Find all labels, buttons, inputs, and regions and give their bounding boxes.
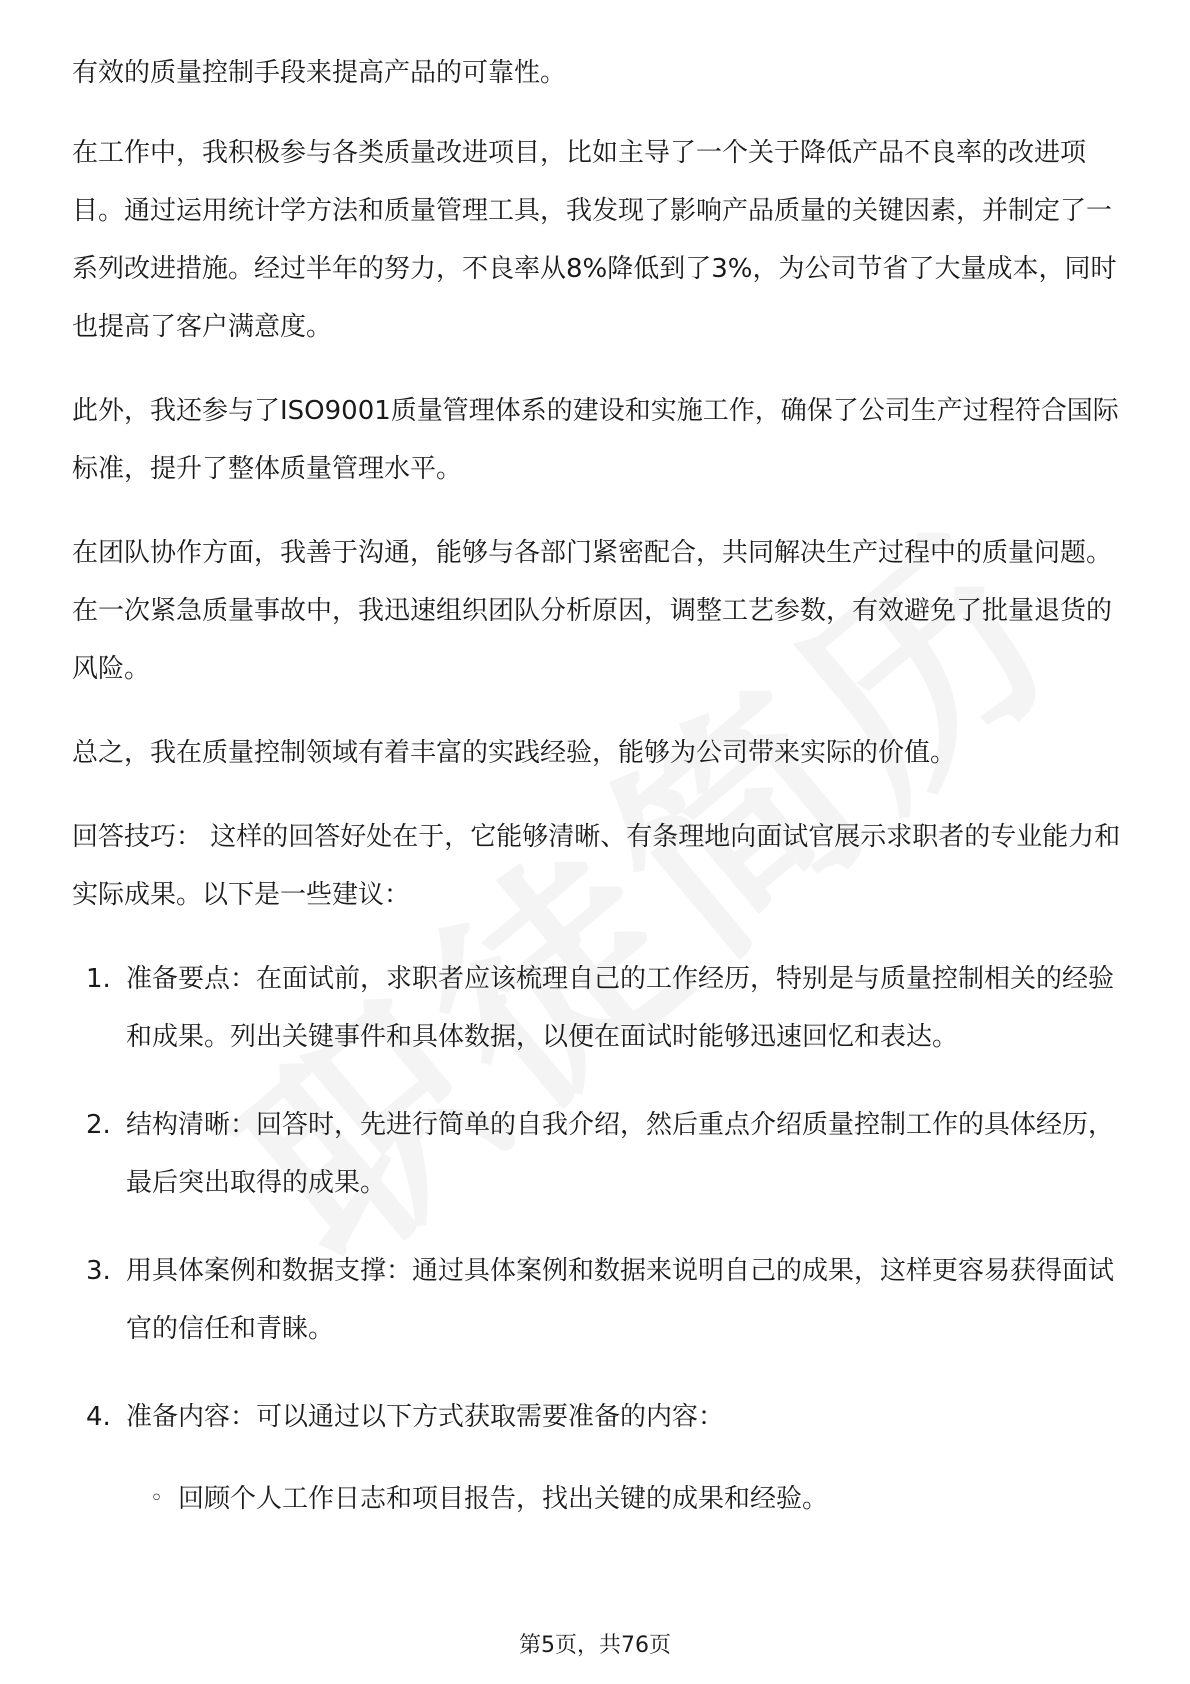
page-number-footer: 第5页，共76页 (519, 1633, 671, 1658)
tips-list (72, 950, 1122, 1446)
list-number: 1. (86, 964, 111, 994)
answer-tips-intro: 回答技巧： 这样的回答好处在于，它能够清晰、有条理地向面试官展示求职者的专业能力和实际成果。以下是一些建议： (72, 822, 1121, 910)
hollow-bullet-icon: ◦ (150, 1486, 163, 1511)
paragraph-4: 在团队协作方面，我善于沟通，能够与各部门紧密配合，共同解决生产过程中的质量问题。在一次紧急质量事故中，我迅速组织团队分析原因，调整工艺参数，有效避免了批量退货的风险。 (72, 538, 1113, 684)
list-item (72, 1388, 1122, 1446)
paragraph-3: 此外，我还参与了ISO9001质量管理体系的建设和实施工作，确保了公司生产过程符合国际标准，提升了整体质量管理水平。 (72, 396, 1119, 484)
list-item (72, 1242, 1122, 1358)
list-item (72, 950, 1122, 1066)
list-number: 4. (86, 1402, 111, 1432)
list-item-text: 结构清晰：回答时，先进行简单的自我介绍，然后重点介绍质量控制工作的具体经历，最后突出取得的成果。 (126, 1110, 1115, 1198)
document-body (72, 44, 1122, 1528)
list-item-text: 准备要点：在面试前，求职者应该梳理自己的工作经历，特别是与质量控制相关的经验和成果。列出关键事件和具体数据，以便在面试时能够迅速回忆和表达。 (126, 964, 1115, 1052)
list-item-text: 用具体案例和数据支撑：通过具体案例和数据来说明自己的成果，这样更容易获得面试官的信任和青睐。 (126, 1256, 1115, 1344)
sub-list-item (72, 1470, 1122, 1528)
paragraph-1: 有效的质量控制手段来提高产品的可靠性。 (72, 58, 567, 88)
list-number: 3. (86, 1256, 111, 1286)
list-item (72, 1096, 1122, 1212)
paragraph-5: 总之，我在质量控制领域有着丰富的实践经验，能够为公司带来实际的价值。 (72, 738, 957, 768)
list-item-text: 准备内容：可以通过以下方式获取需要准备的内容： (126, 1402, 725, 1432)
sub-list-item-text: 回顾个人工作日志和项目报告，找出关键的成果和经验。 (178, 1484, 829, 1514)
list-number: 2. (86, 1110, 111, 1140)
paragraph-2: 在工作中，我积极参与各类质量改进项目，比如主导了一个关于降低产品不良率的改进项目。通过运用统计学方法和质量管理工具，我发现了影响产品质量的关键因素，并制定了一系列改进措施。经过半年的努力，不良率从8%降低到了3%，为公司节省了大量成本，同时也提高了客户满意度。 (72, 138, 1117, 342)
